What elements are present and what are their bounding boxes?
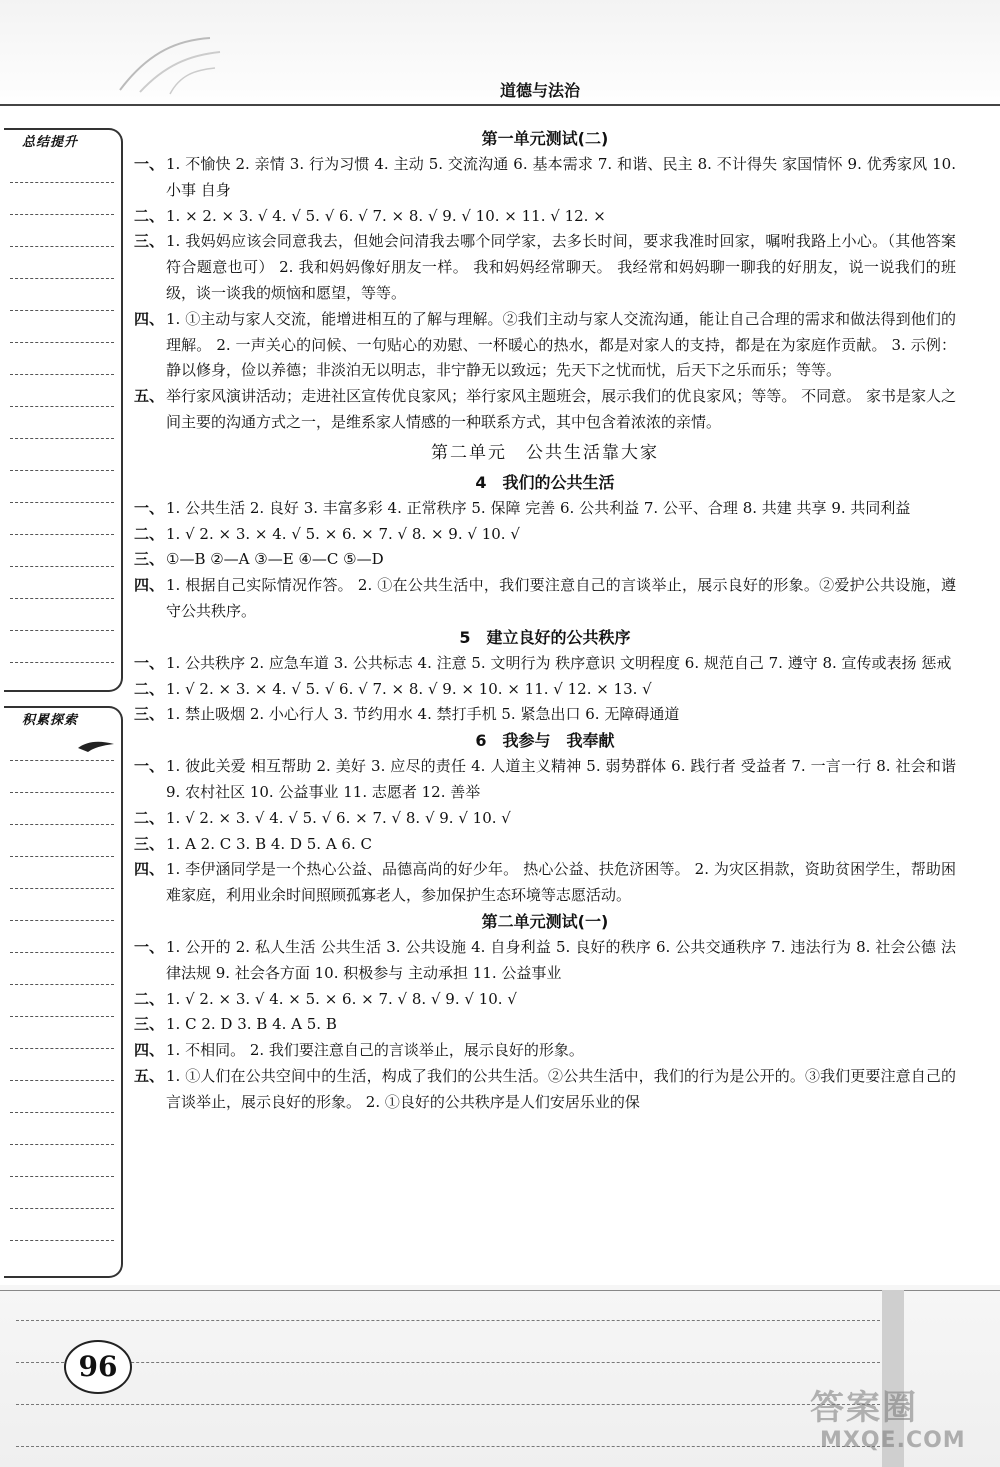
item-text: 1. C 2. D 3. B 4. A 5. B [166,1015,337,1034]
note-line [10,1240,114,1241]
section-title: 5 建立良好的公共秩序 [459,627,631,647]
bird-icon [76,738,116,754]
item-text: 1. ①主动与家人交流，能增进相互的了解与理解。②我们主动与家人交流沟通，能让自己合理的需求和做法得到他们的理解。 2. 一声关心的问候、一句贴心的劝慰、一杯暖心的热水，都是对家人的支持，都是在为家庭作贡献。 3. 示例：静以修身，俭以养德；非淡泊无以明志，非宁静无以致远；先天下之忧而忧，后天下之乐而乐；等等。 [166,309,956,380]
side-panel-explore [4,706,123,1278]
answer-item [134,935,956,987]
unit-title: 第二单元 公共生活靠大家 [431,442,659,463]
item-text: 1. √ 2. × 3. × 4. √ 5. × 6. × 7. √ 8. × 9. √ 10. √ [166,524,520,543]
item-number: 三、 [134,232,165,251]
note-line [10,1112,114,1113]
footer-note-line [16,1320,880,1321]
item-text: 1. √ 2. × 3. √ 4. × 5. × 6. × 7. √ 8. √ 9. √ 10. √ [166,989,517,1008]
note-line [10,374,114,375]
item-text: 1. 李伊涵同学是一个热心公益、品德高尚的好少年。 热心公益、扶危济困等。 2. 为灾区捐款，资助贫困学生，帮助困难家庭，利用业余时间照顾孤寡老人，参加保护生态环境等志愿活动。 [166,860,956,905]
item-number: 三、 [134,705,165,724]
note-line [10,856,114,857]
answer-item [134,1038,956,1064]
watermark-logo [770,1380,990,1460]
answer-item [134,677,956,703]
note-line [10,1016,114,1017]
note-line [10,214,114,215]
note-line [10,470,114,471]
note-line [10,278,114,279]
note-line [10,1176,114,1177]
item-text: 1. √ 2. × 3. √ 4. √ 5. √ 6. × 7. √ 8. √ 9. √ 10. √ [166,808,511,827]
note-line [10,502,114,503]
page-number: 96 [64,1340,132,1394]
item-text: 1. 不相同。 2. 我们要注意自己的言谈举止，展示良好的形象。 [166,1041,584,1060]
note-line [10,630,114,631]
side-tab-explore: 积累探索 [22,713,79,728]
item-number: 二、 [134,206,165,225]
note-line [10,310,114,311]
note-line [10,182,114,183]
note-line [10,984,114,985]
item-number: 三、 [134,550,165,569]
note-line [10,1080,114,1081]
note-line [10,760,114,761]
item-number: 四、 [134,860,165,879]
answer-item [134,547,956,573]
item-number: 一、 [134,155,165,173]
item-text: 举行家风演讲活动；走进社区宣传优良家风；举行家风主题班会，展示我们的优良家风；等等。 不同意。 家书是家人之间主要的沟通方式之一，是维系家人情感的一种联系方式，其中包含着浓浓的亲情。 [166,387,956,431]
watermark-text: 答案圈 [810,1388,918,1428]
item-text: 1. 我妈妈应该会同意我去，但她会问清我去哪个同学家，去多长时间，要求我准时回家，嘱咐我路上小心。（其他答案符合题意也可） 2. 我和妈妈像好朋友一样。 我和妈妈经常聊天。 我经常和妈妈聊一聊我的好朋友，说一说我们的班级，谈一谈我的烦恼和愿望，等等。 [166,232,956,302]
note-line [10,534,114,535]
answer-item [134,573,956,625]
answer-content [134,126,956,1116]
item-number: 四、 [134,1041,165,1060]
answer-item [134,1012,956,1038]
section-title: 6 我参与 我奉献 [475,731,615,751]
item-text: 1. 根据自己实际情况作答。 2. ①在公共生活中，我们要注意自己的言谈举止，展示良好的形象。②爱护公共设施，遵守公共秩序。 [166,576,956,620]
section-title: 第二单元测试(一) [481,911,609,931]
note-line [10,1208,114,1209]
item-text: 1. 禁止吸烟 2. 小心行人 3. 节约用水 4. 禁打手机 5. 紧急出口 6. 无障碍通道 [166,705,680,724]
footer-note-line [16,1404,880,1405]
note-line [10,888,114,889]
answer-item [134,651,956,677]
item-number: 一、 [134,937,165,956]
note-line [10,792,114,793]
note-line [10,824,114,825]
note-line [10,566,114,567]
item-number: 一、 [134,498,165,517]
answer-item [134,1064,956,1116]
answer-item [134,987,956,1013]
item-text: 1. 公共秩序 2. 应急车道 3. 公共标志 4. 注意 5. 文明行为 秩序意识 文明程度 6. 规范自己 7. 遵守 8. 宣传或表扬 惩戒 [166,653,952,672]
side-panel-summary [4,128,123,692]
item-number: 三、 [134,834,165,853]
watermark-url: MXQE.COM [820,1428,966,1453]
item-text: 1. 公开的 2. 私人生活 公共生活 3. 公共设施 4. 自身利益 5. 良好的秩序 6. 公共交通秩序 7. 违法行为 8. 社会公德 法律法规 9. 社会各方面 10. 积极参与 主动承担 11. 公益事业 [166,937,956,982]
item-text: 1. 不愉快 2. 亲情 3. 行为习惯 4. 主动 5. 交流沟通 6. 基本需求 7. 和谐、民主 8. 不计得失 家国情怀 9. 优秀家风 10. 小事 自身 [166,155,956,199]
note-line [10,1048,114,1049]
answer-item [134,384,956,436]
item-number: 二、 [134,808,165,827]
item-number: 二、 [134,679,165,698]
note-line [10,438,114,439]
item-text: 1. 公共生活 2. 良好 3. 丰富多彩 4. 正常秩序 5. 保障 完善 6. 公共利益 7. 公平、合理 8. 共建 共享 9. 共同利益 [166,498,911,517]
decorative-swirl-icon [110,30,230,100]
item-number: 一、 [134,757,165,776]
answer-item [134,832,956,858]
answer-item [134,754,956,806]
note-line [10,598,114,599]
note-line [10,662,114,663]
side-tab-summary: 总结提升 [22,135,79,150]
section-title: 第一单元测试(二) [481,129,609,148]
answer-item [134,307,956,384]
answer-item [134,702,956,728]
answer-item [134,229,956,306]
item-text: 1. ①人们在公共空间中的生活，构成了我们的公共生活。②公共生活中，我们的行为是公开的。③我们更要注意自己的言谈举止，展示良好的形象。 2. ①良好的公共秩序是人们安居乐业的保 [166,1066,956,1111]
answer-item [134,152,956,204]
subject-title: 道德与法治 [500,81,581,100]
answer-item [134,522,956,548]
footer-note-line [16,1446,880,1447]
item-number: 四、 [134,576,165,595]
item-text: 1. 彼此关爱 相互帮助 2. 美好 3. 应尽的责任 4. 人道主义精神 5. 弱势群体 6. 践行者 受益者 7. 一言一行 8. 社会和谐 9. 农村社区 10. 公益事业 11. 志愿者 12. 善举 [166,757,956,801]
answer-item [134,857,956,909]
item-text: 1. A 2. C 3. B 4. D 5. A 6. C [166,834,372,853]
item-number: 一、 [134,653,165,672]
note-line [10,246,114,247]
item-number: 四、 [134,309,165,328]
section-title: 4 我们的公共生活 [475,472,615,492]
note-line [10,952,114,953]
item-number: 三、 [134,1015,165,1034]
item-number: 二、 [134,989,165,1008]
answer-item [134,204,956,230]
footer-note-line [16,1362,880,1363]
note-line [10,1144,114,1145]
item-number: 二、 [134,524,165,543]
footer-rule [0,1290,1000,1291]
note-line [10,342,114,343]
note-line [10,406,114,407]
item-number: 五、 [134,387,165,406]
answer-item [134,496,956,522]
item-number: 五、 [134,1066,165,1085]
header-rule [0,104,1000,106]
answer-item [134,806,956,832]
item-text: ①—B ②—A ③—E ④—C ⑤—D [166,550,384,569]
note-line [10,920,114,921]
item-text: 1. × 2. × 3. √ 4. √ 5. √ 6. √ 7. × 8. √ 9. √ 10. × 11. √ 12. × [166,206,606,225]
item-text: 1. √ 2. × 3. × 4. √ 5. √ 6. √ 7. × 8. √ 9. × 10. × 11. √ 12. × 13. √ [166,679,652,698]
